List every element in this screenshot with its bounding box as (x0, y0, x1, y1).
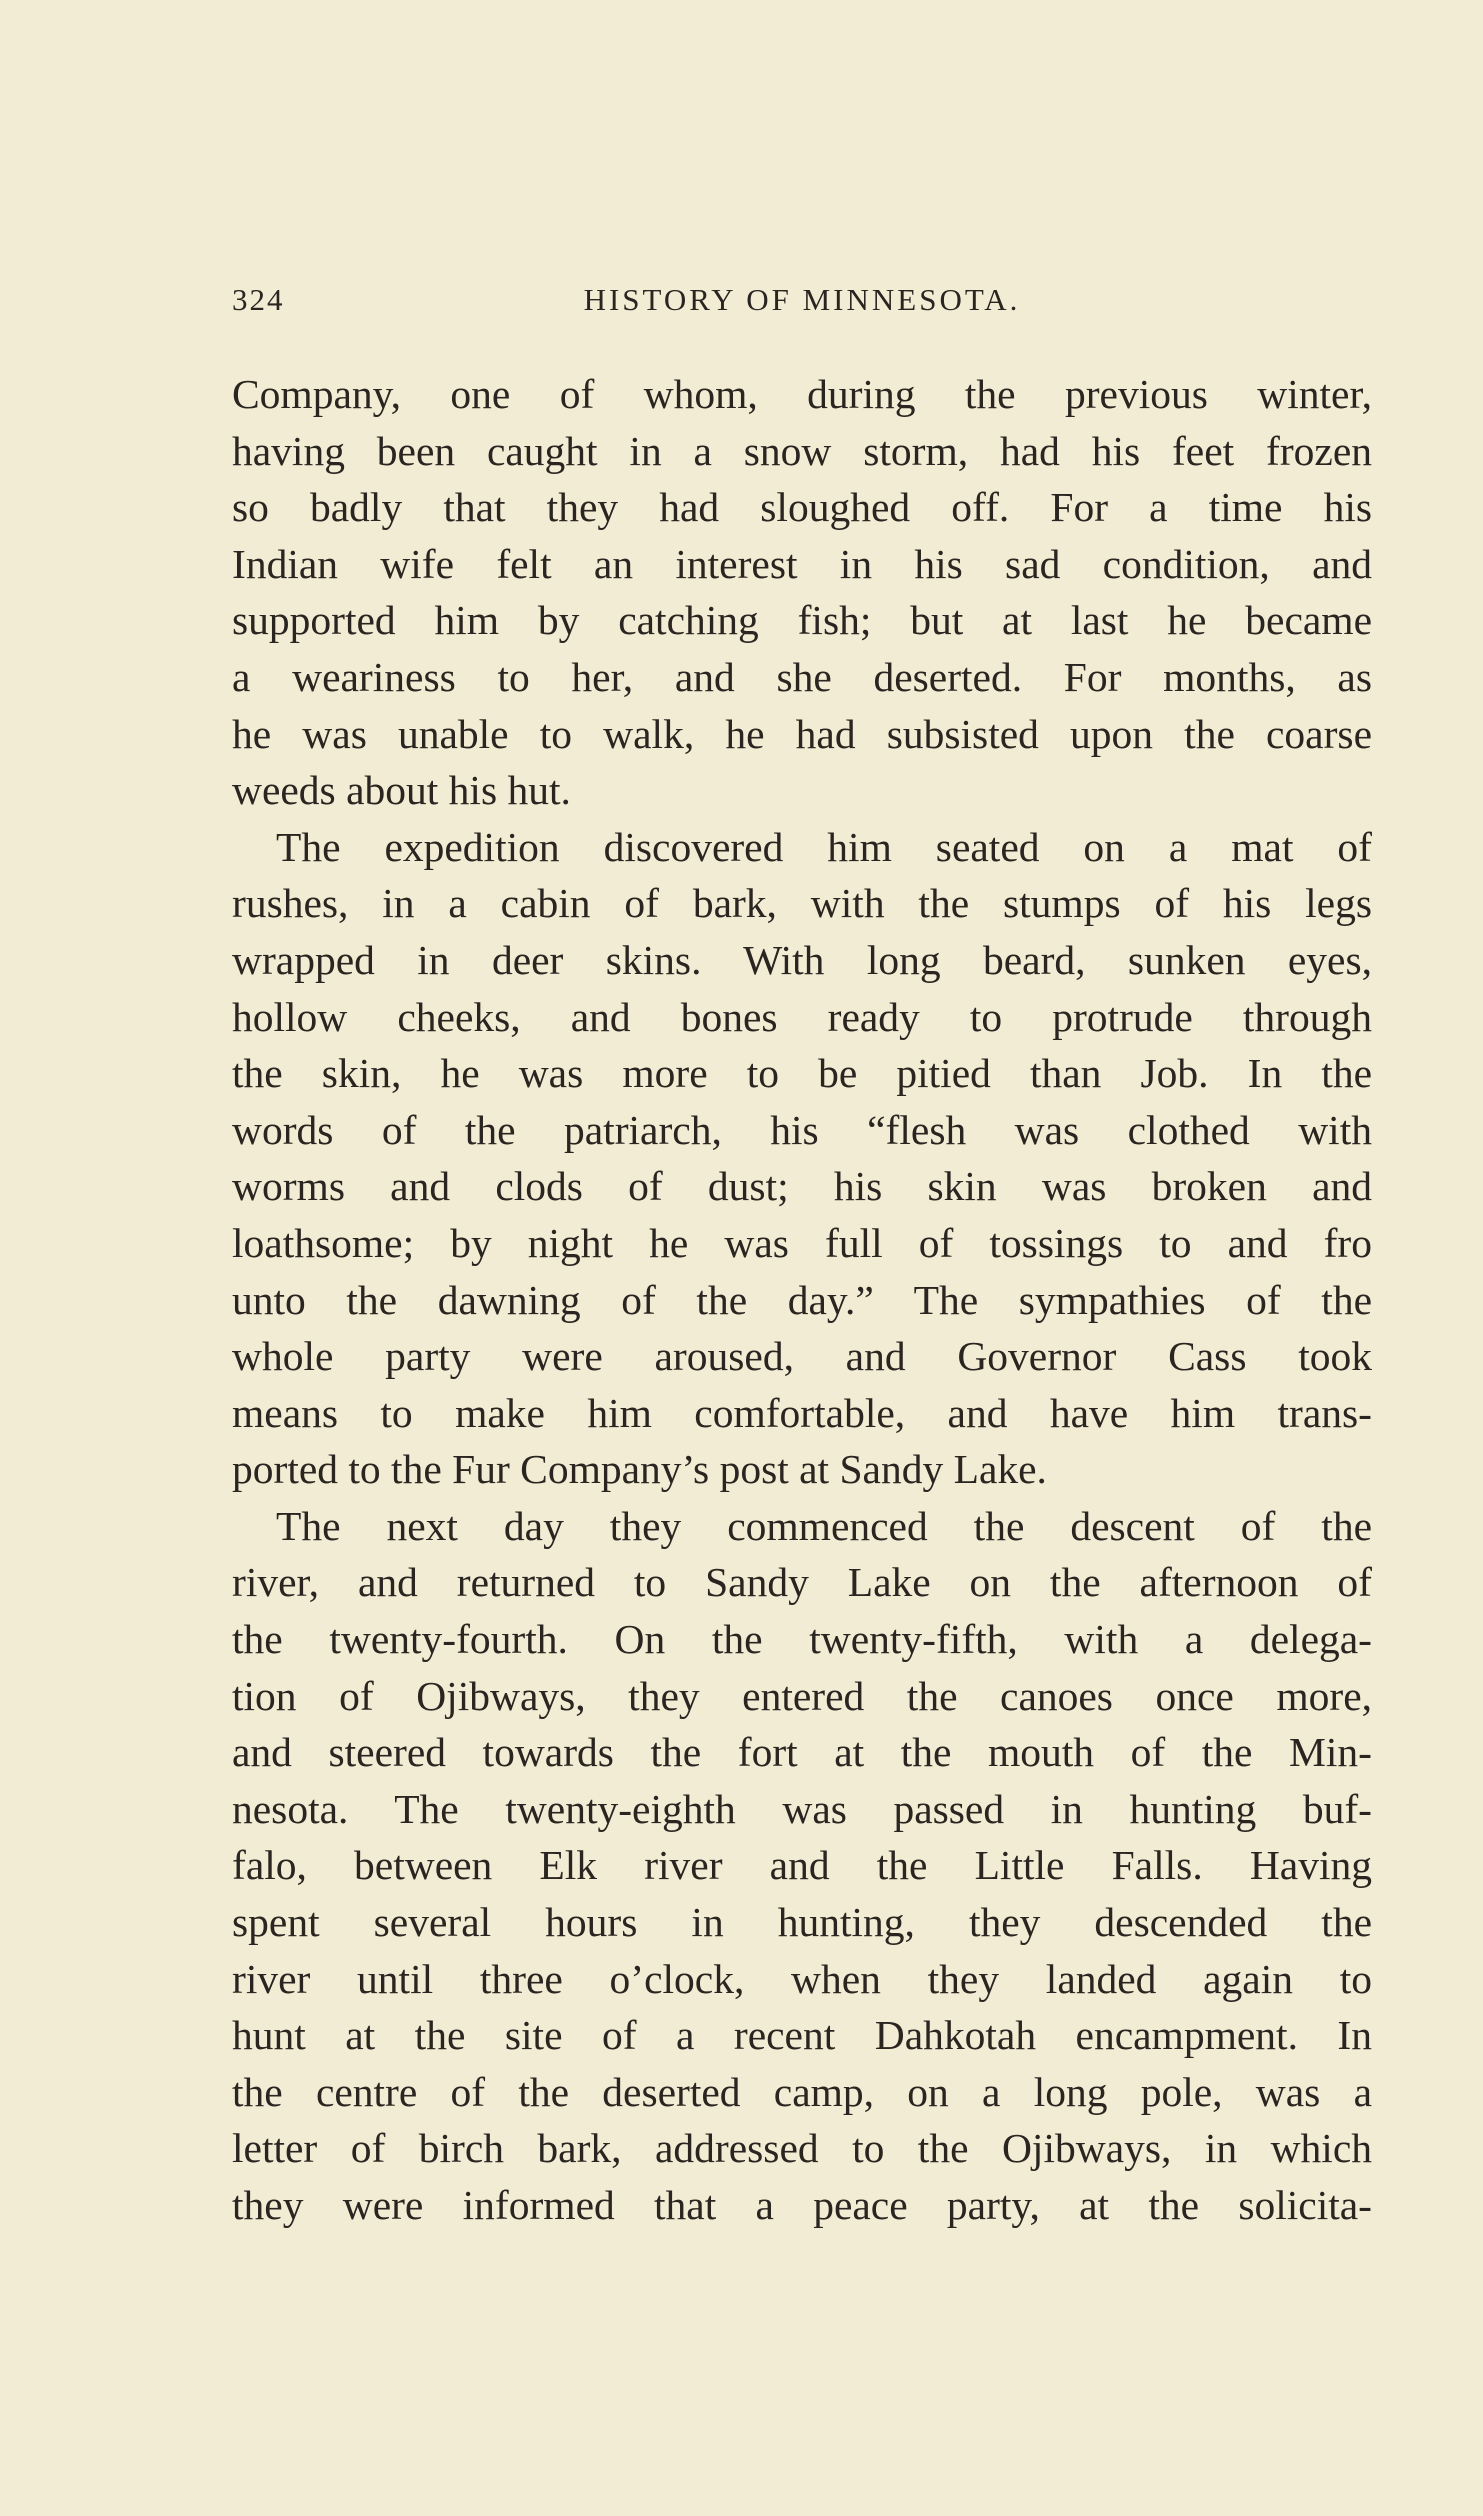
text-line: Indian wife felt an interest in his sad condition, and (232, 540, 1372, 587)
text-line: and steered towards the fort at the mouth of the Min- (232, 1729, 1372, 1776)
text-line: the centre of the deserted camp, on a long pole, was a (232, 2068, 1372, 2115)
text-line: the twenty-fourth. On the twenty-fifth, with a delega- (232, 1616, 1372, 1663)
text-line: supported him by catching fish; but at last he became (232, 597, 1372, 644)
text-line: river until three o’clock, when they landed again to (232, 1955, 1372, 2002)
text-line: nesota. The twenty-eighth was passed in hunting buf- (232, 1785, 1372, 1832)
page-number: 324 (232, 282, 285, 317)
text-line: falo, between Elk river and the Little Falls. Having (232, 1842, 1372, 1889)
text-line: weeds about his hut. (232, 767, 571, 814)
text-line: river, and returned to Sandy Lake on the afternoon of (232, 1559, 1372, 1606)
text-line: worms and clods of dust; his skin was broken and (232, 1163, 1372, 1210)
text-line: letter of birch bark, addressed to the Ojibways, in which (232, 2125, 1372, 2172)
text-line: spent several hours in hunting, they descended the (232, 1899, 1372, 1946)
running-title: HISTORY OF MINNESOTA. (583, 282, 1021, 317)
text-line: whole party were aroused, and Governor Cass took (232, 1333, 1372, 1380)
text-line: Company, one of whom, during the previous winter, (232, 371, 1372, 417)
text-line: wrapped in deer skins. With long beard, sunken eyes, (232, 936, 1372, 983)
text-line: they were informed that a peace party, at the solicita- (232, 2182, 1372, 2228)
text-line: a weariness to her, and she deserted. For months, as (232, 653, 1372, 700)
text-line: he was unable to walk, he had subsisted upon the coarse (232, 710, 1372, 757)
text-line: tion of Ojibways, they entered the canoes once more, (232, 1672, 1372, 1719)
text-line: hollow cheeks, and bones ready to protrude through (232, 993, 1372, 1040)
text-line: having been caught in a snow storm, had his feet frozen (232, 427, 1372, 474)
text-line: loathsome; by night he was full of tossings to and fro (232, 1219, 1372, 1266)
running-head (232, 282, 1372, 332)
text-line: The expedition discovered him seated on a mat of (276, 823, 1372, 870)
text-line: unto the dawning of the day.” The sympathies of the (232, 1276, 1372, 1323)
text-line: The next day they commenced the descent of the (276, 1502, 1372, 1549)
text-line: means to make him comfortable, and have him trans- (232, 1389, 1372, 1436)
text-line: hunt at the site of a recent Dahkotah encampment. In (232, 2012, 1372, 2059)
body-text (232, 366, 1372, 2234)
text-line: the skin, he was more to be pitied than Job. In the (232, 1050, 1372, 1097)
text-line: ported to the Fur Company’s post at Sandy Lake. (232, 1446, 1047, 1493)
text-line: rushes, in a cabin of bark, with the stumps of his legs (232, 880, 1372, 927)
text-line: words of the patriarch, his “flesh was clothed with (232, 1106, 1372, 1153)
text-line: so badly that they had sloughed off. For a time his (232, 484, 1372, 531)
